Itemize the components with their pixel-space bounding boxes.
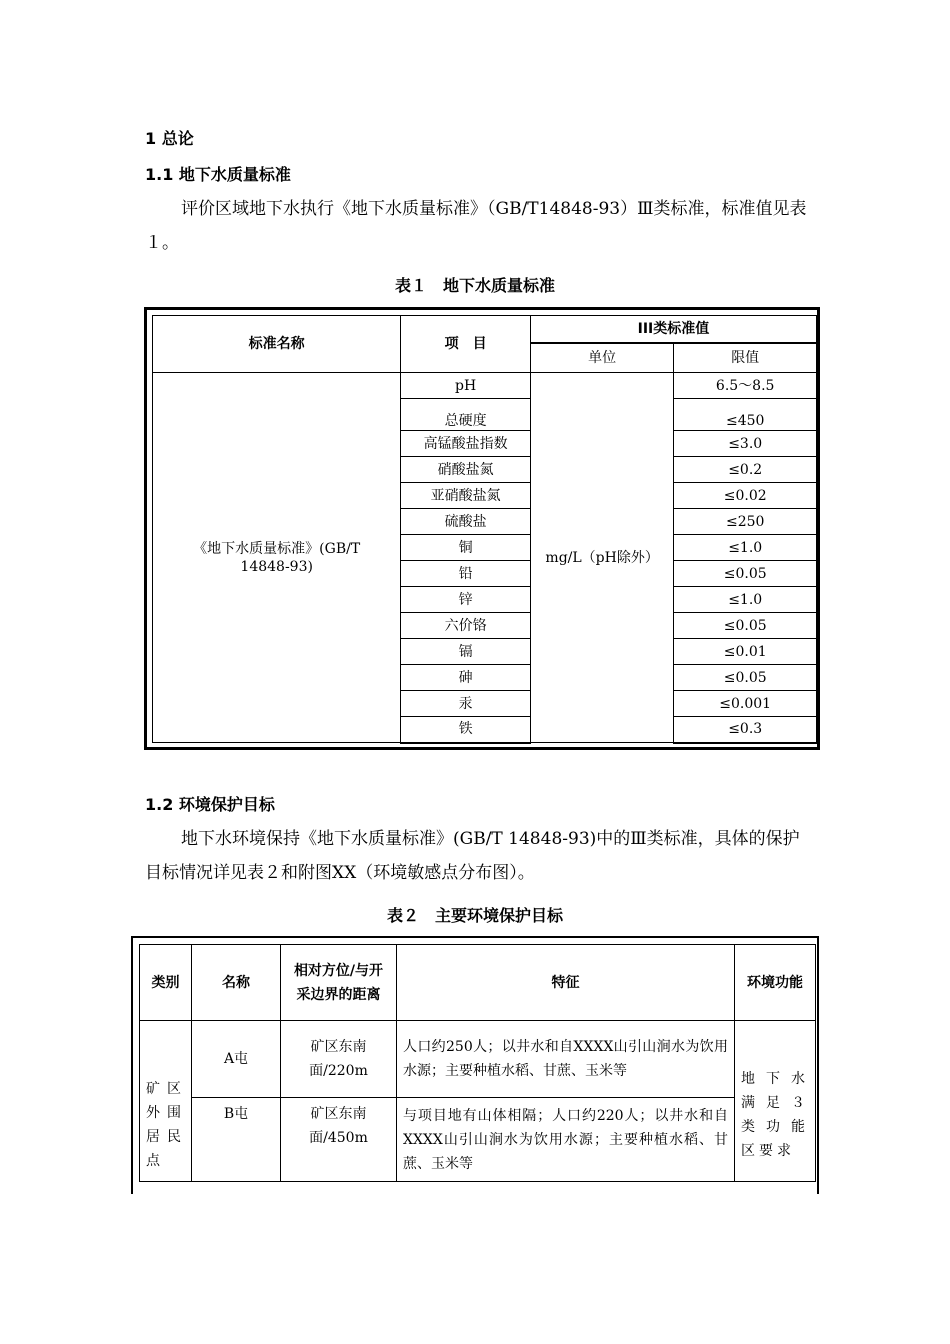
table1-item: 砷: [401, 665, 531, 691]
table1-header-item: 项 目: [401, 316, 531, 373]
table1-limit: ≤1.0: [674, 535, 817, 561]
table1-item: 铜: [401, 535, 531, 561]
section-heading-1-1: 1.1 地下水质量标准: [145, 165, 291, 184]
table1-item: 锌: [401, 587, 531, 613]
table1-limit: ≤0.001: [674, 691, 817, 717]
table2-header-function: 环境功能: [735, 945, 816, 1021]
table1-limit: ≤0.02: [674, 483, 817, 509]
table1-item: pH: [401, 373, 531, 399]
table1-standard-name: 《地下水质量标准》(GB/T 14848-93): [153, 373, 401, 743]
table1-item: 硝酸盐氮: [401, 457, 531, 483]
table1-item: 铅: [401, 561, 531, 587]
table1-item: 汞: [401, 691, 531, 717]
table1-item: 总硬度: [401, 399, 531, 431]
paragraph-1-2-text: 地下水环境保持《地下水质量标准》(GB/T 14848-93)中的Ⅲ类标准，具体的保护目标情况详见表２和附图XX（环境敏感点分布图）。: [145, 829, 800, 883]
table2-header-feature: 特征: [397, 945, 735, 1021]
table2-frame: [131, 936, 819, 1194]
table1-header-limit: 限值: [674, 343, 817, 373]
table1-item: 硫酸盐: [401, 509, 531, 535]
table1-item: 铁: [401, 717, 531, 743]
table1: [152, 315, 817, 744]
table2-position: 矿区东南面/450m: [281, 1098, 397, 1182]
table1-limit: ≤0.05: [674, 613, 817, 639]
table1-item: 亚硝酸盐氮: [401, 483, 531, 509]
table1-limit: ≤0.01: [674, 639, 817, 665]
table2-function: 地下水满足３类功能区要求: [735, 1021, 816, 1182]
table1-unit-value: mg/L（pH除外）: [530, 373, 674, 743]
table2-feature: 人口约250人；以井水和自XXXX山引山涧水为饮用水源；主要种植水稻、甘蔗、玉米等: [397, 1021, 735, 1098]
paragraph-1-1-text: 评价区域地下水执行《地下水质量标准》（GB/T14848-93）Ⅲ类标准，标准值见表１。: [145, 199, 807, 253]
table2-header-position: 相对方位/与开采边界的距离: [281, 945, 397, 1021]
table1-header-group: III类标准值: [530, 316, 816, 343]
paragraph-1-2: [145, 822, 810, 890]
table1-limit: ≤0.05: [674, 665, 817, 691]
table1-item: 镉: [401, 639, 531, 665]
table1-frame: [144, 307, 820, 750]
table1-limit: ≤0.3: [674, 717, 817, 743]
table2-name: A屯: [192, 1021, 281, 1098]
paragraph-1-1: [145, 192, 810, 260]
table2-caption: 表２ 主要环境保护目标: [386, 906, 563, 925]
table1-item: 六价铬: [401, 613, 531, 639]
table1-limit: ≤1.0: [674, 587, 817, 613]
table2-header-name: 名称: [192, 945, 281, 1021]
table1-limit: ≤3.0: [674, 431, 817, 457]
table1-limit: ≤250: [674, 509, 817, 535]
table2-position: 矿区东南面/220m: [281, 1021, 397, 1098]
table1-header-name: 标准名称: [153, 316, 401, 373]
table1-limit: 6.5～8.5: [674, 373, 817, 399]
table1-header-unit: 单位: [530, 343, 674, 373]
table1-caption: 表１ 地下水质量标准: [394, 276, 555, 295]
table2-category: 矿区外围居民点: [140, 1021, 192, 1182]
section-heading-1: 1 总论: [145, 129, 194, 148]
table1-item: 高锰酸盐指数: [401, 431, 531, 457]
table2-feature: 与项目地有山体相隔；人口约220人；以井水和自XXXX山引山涧水为饮用水源；主要种植水稻、甘蔗、玉米等: [397, 1098, 735, 1182]
table1-limit: ≤0.05: [674, 561, 817, 587]
section-heading-1-2: 1.2 环境保护目标: [145, 795, 275, 814]
table2-name: B屯: [192, 1098, 281, 1182]
table1-limit: ≤450: [674, 399, 817, 431]
table2: [139, 944, 816, 1182]
table1-limit: ≤0.2: [674, 457, 817, 483]
table2-header-category: 类别: [140, 945, 192, 1021]
